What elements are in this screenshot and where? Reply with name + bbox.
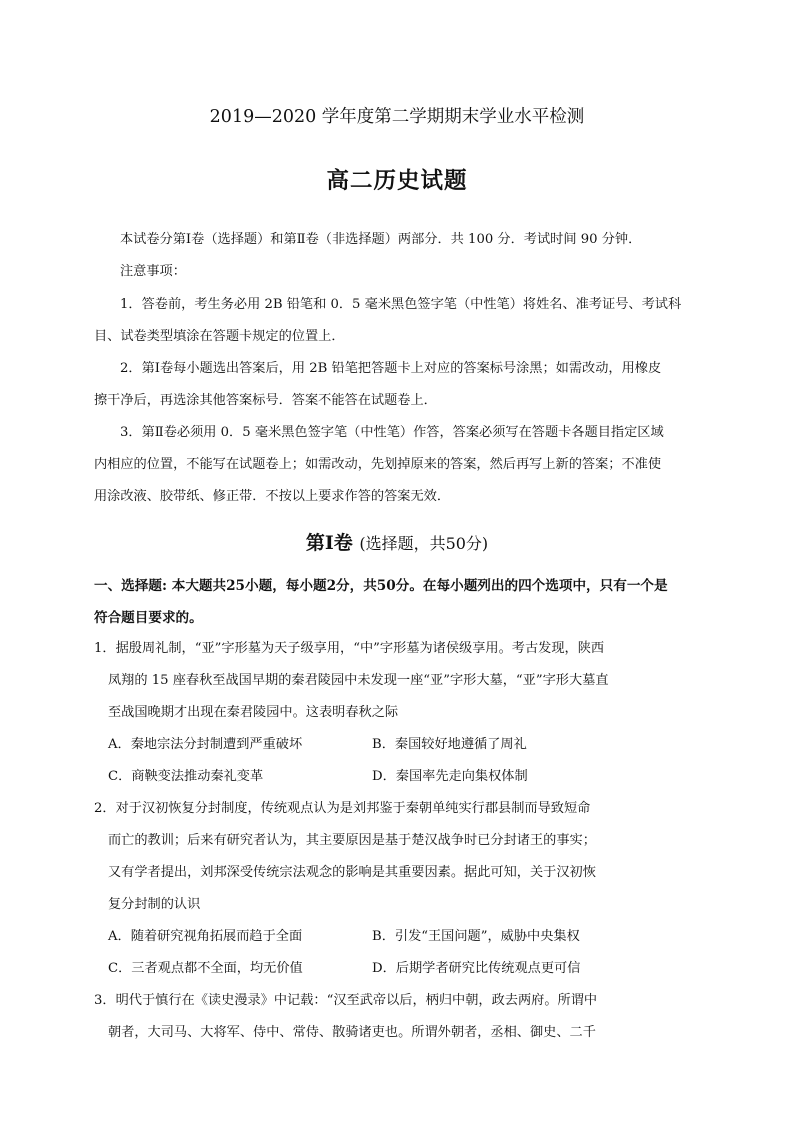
- question-1-option-c: C．商鞅变法推动秦礼变革: [108, 769, 264, 784]
- note-3-line-3: 用涂改液、胶带纸、修正带．不按以上要求作答的答案无效．: [94, 489, 451, 504]
- question-2-line-2: 而亡的教训；后来有研究者认为，其主要原因是基于楚汉战争时已分封诸王的事实；: [108, 833, 596, 848]
- question-2-option-d: D．后期学者研究比传统观点更可信: [372, 961, 581, 976]
- note-1-line-2: 目、试卷类型填涂在答题卡规定的位置上．: [94, 329, 345, 344]
- question-1-line-3: 至战国晚期才出现在秦君陵园中。这表明春秋之际: [108, 705, 399, 720]
- notes-heading: 注意事项：: [120, 264, 186, 279]
- question-1-option-b: B．秦国较好地遵循了周礼: [372, 737, 527, 752]
- note-1-line-1: 1．答卷前，考生务必用 2B 铅笔和 0．5 毫米黑色签字笔（中性笔）将姓名、准考证号、考试科: [120, 297, 682, 312]
- question-1-option-d: D．秦国率先走向集权体制: [372, 769, 528, 784]
- section-title-main: 第Ⅰ卷: [305, 532, 353, 554]
- question-1-line-2: 凤翔的 15 座春秋至战国早期的秦君陵园中未发现一座“亚”字形大墓，“亚”字形大墓直: [108, 673, 609, 688]
- question-3-line-2: 朝者，大司马、大将军、侍中、常侍、散骑诸吏也。所谓外朝者，丞相、御史、二千: [108, 1025, 596, 1040]
- section-title-paren: (选择题，共50分): [359, 534, 489, 553]
- question-1-line-1: 1．据殷周礼制，“亚”字形墓为天子级享用，“中”字形墓为诸侯级享用。考古发现，陕西: [94, 641, 605, 656]
- question-1-option-a: A．秦地宗法分封制遭到严重破坏: [108, 737, 303, 752]
- section-instruction-line-2: 符合题目要求的。: [94, 610, 203, 626]
- intro-description: 本试卷分第Ⅰ卷（选择题）和第Ⅱ卷（非选择题）两部分．共 100 分．考试时间 90 分钟．: [120, 232, 642, 247]
- section-title: [0, 528, 794, 555]
- exam-subtitle: 高二历史试题: [326, 168, 468, 194]
- exam-title: 2019—2020 学年度第二学期期末学业水平检测: [209, 107, 585, 127]
- question-2-option-a: A．随着研究视角拓展而趋于全面: [108, 929, 303, 944]
- question-3-line-1: 3．明代于慎行在《读史漫录》中记载：“汉至武帝以后，柄归中朝，政去两府。所谓中: [94, 993, 598, 1008]
- question-2-line-3: 又有学者提出，刘邦深受传统宗法观念的影响是其重要因素。据此可知，关于汉初恢: [108, 865, 596, 880]
- section-instruction-line-1: 一、选择题: 本大题共25小题，每小题2分，共50分。在每小题列出的四个选项中，只有一个是: [94, 578, 668, 594]
- question-2-line-1: 2．对于汉初恢复分封制度，传统观点认为是刘邦鉴于秦朝单纯实行郡县制而导致短命: [94, 801, 591, 816]
- question-2-line-4: 复分封制的认识: [108, 897, 201, 912]
- note-3-line-1: 3．第Ⅱ卷必须用 0．5 毫米黑色签字笔（中性笔）作答，答案必须写在答题卡各题目指定区域: [120, 425, 664, 440]
- question-2-option-c: C．三者观点都不全面，均无价值: [108, 961, 303, 976]
- note-2-line-2: 擦干净后，再选涂其他答案标号．答案不能答在试题卷上．: [94, 393, 437, 408]
- question-2-option-b: B．引发“王国问题”，威胁中央集权: [372, 929, 580, 944]
- note-2-line-1: 2．第Ⅰ卷每小题选出答案后，用 2B 铅笔把答题卡上对应的答案标号涂黑；如需改动，用橡皮: [120, 361, 662, 376]
- note-3-line-2: 内相应的位置，不能写在试题卷上；如需改动，先划掉原来的答案，然后再写上新的答案；不准使: [94, 457, 662, 472]
